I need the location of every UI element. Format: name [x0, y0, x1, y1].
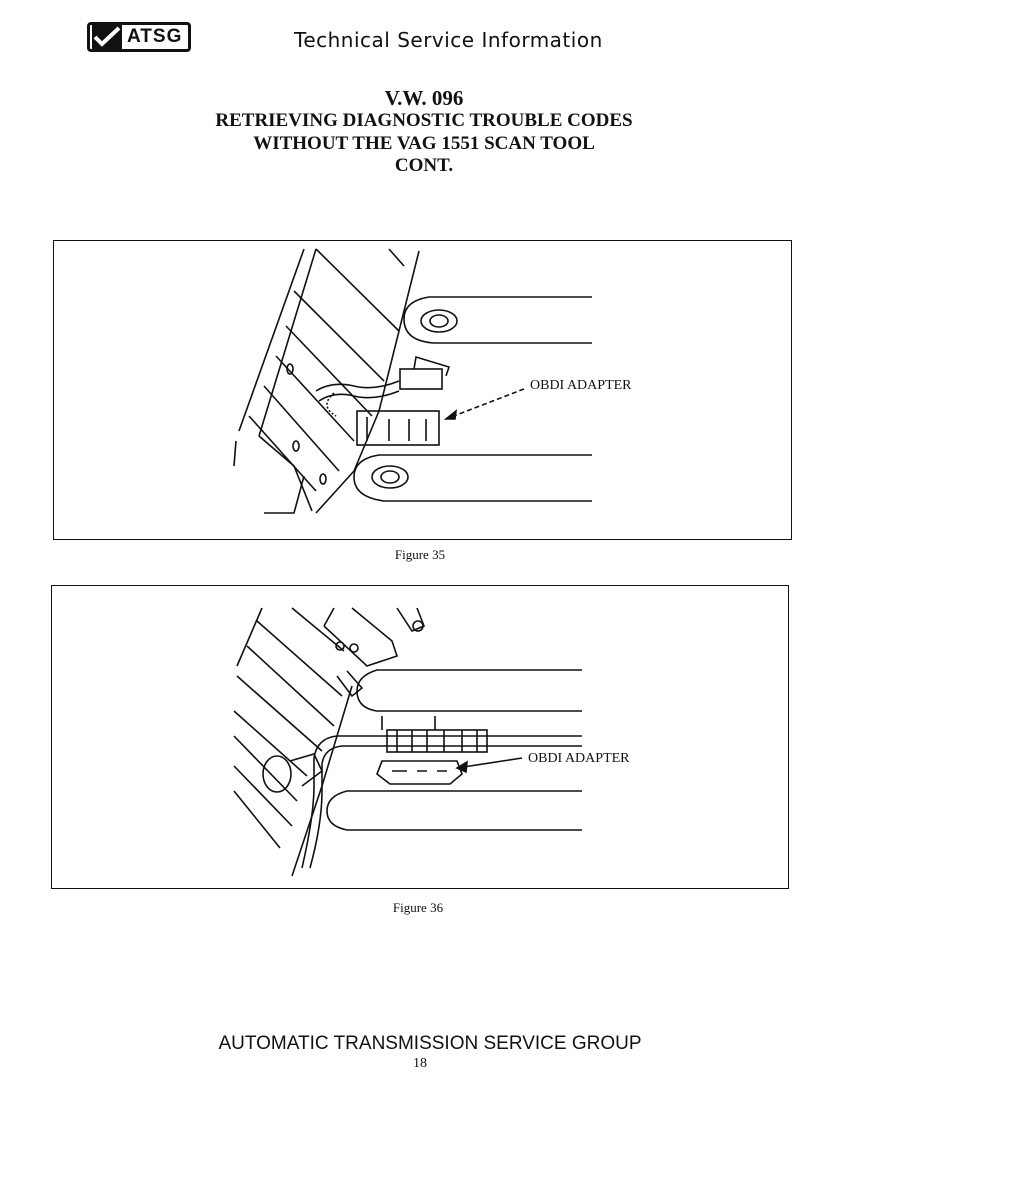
- figure-36-frame: [51, 585, 789, 889]
- figure-36-caption: Figure 36: [392, 900, 444, 915]
- atsg-logo: [87, 22, 191, 52]
- figure-35-frame: [53, 240, 792, 540]
- figure-36-callout: OBDI ADAPTER: [528, 751, 630, 766]
- figure-35-callout: OBDI ADAPTER: [530, 378, 632, 393]
- figure-36-illustration: [52, 586, 787, 887]
- page-number: 18: [413, 1056, 427, 1071]
- figure-35-illustration: [54, 241, 790, 538]
- header-title: Technical Service Information: [294, 28, 603, 52]
- figure-35-caption: Figure 35: [394, 547, 446, 562]
- checkmark-icon: [92, 25, 122, 49]
- title-line-3: CONT.: [394, 155, 454, 176]
- title-line-2: WITHOUT THE VAG 1551 SCAN TOOL: [253, 133, 595, 154]
- footer-organization: AUTOMATIC TRANSMISSION SERVICE GROUP: [218, 1033, 642, 1054]
- model-heading: V.W. 096: [384, 86, 464, 110]
- logo-text: ATSG: [127, 26, 183, 47]
- title-line-1: RETRIEVING DIAGNOSTIC TROUBLE CODES: [215, 110, 633, 131]
